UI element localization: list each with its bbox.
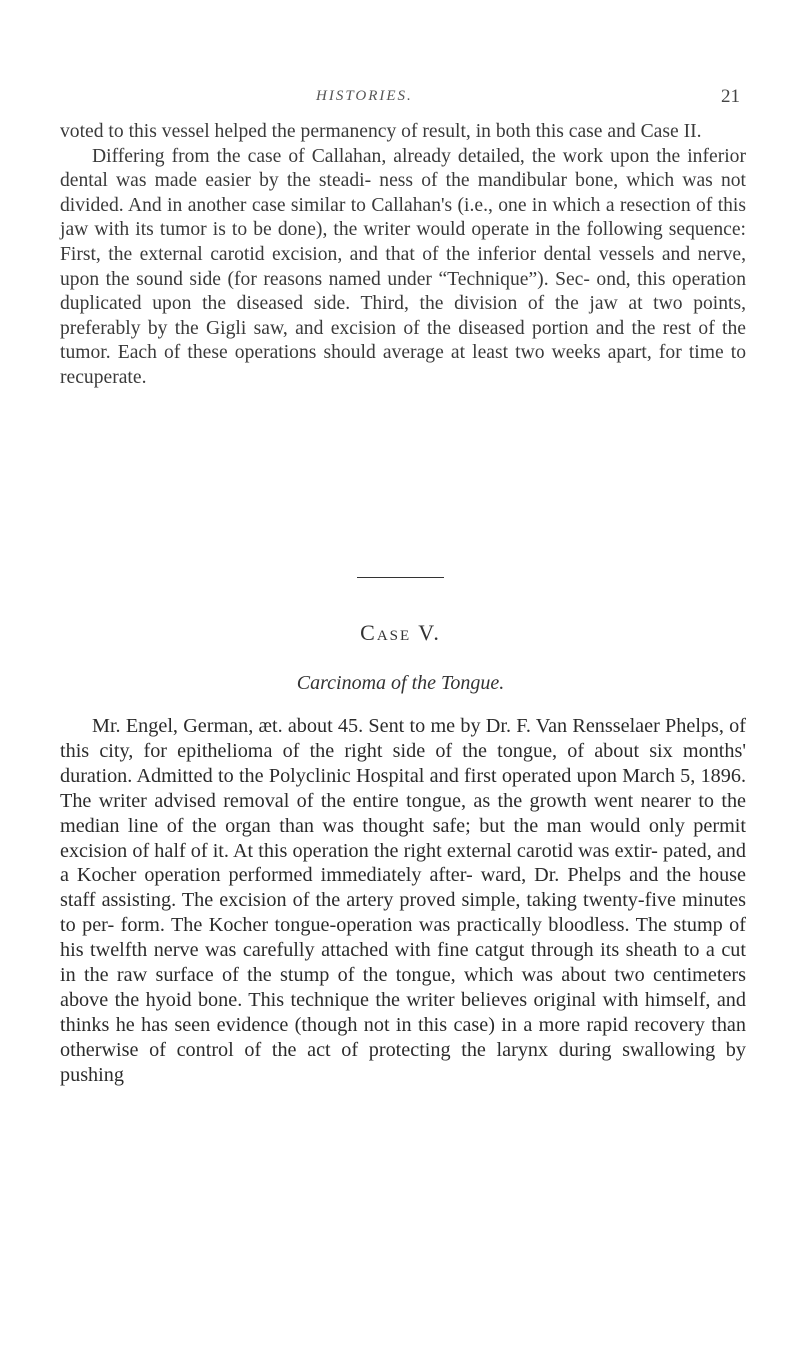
continued-paragraph: voted to this vessel helped the permanency of result, in both this case and Case II. [60, 121, 702, 142]
sequence-paragraph: Differing from the case of Callahan, already detailed, the work upon the inferior dental was made easier by the steadi- ness of the mandibular bone, which was not divided. And in another case similar to Callahan's (i.e., one in which a resection of this jaw with its tumor is to be done), the writer would operate in the following sequence: First, the external carotid excision, and that of the inferior dental vessels and nerve, upon the sound side (for reasons named under “Technique”). Sec- ond, this operation duplicated upon the diseased side. Third, the division of the jaw at two points, preferably by the Gigli saw, and excision of the diseased portion and the rest of the tumor. Each of these operations should average at least two weeks apart, for time to recuperate. [60, 145, 746, 388]
case-heading: Case V. [360, 620, 441, 645]
page-number: 21 [721, 86, 740, 107]
case-subtitle: Carcinoma of the Tongue. [296, 672, 505, 694]
case-text-block [60, 714, 746, 1088]
section-divider [357, 577, 444, 578]
case-paragraph: Mr. Engel, German, æt. about 45. Sent to me by Dr. F. Van Rensselaer Phelps, of this city, for epithelioma of the right side of the tongue, of about six months' duration. Admitted to the Polyclinic Hospital and first operated upon March 5, 1896. The writer advised removal of the entire tongue, as the growth went nearer to the median line of the organ than was thought safe; but the man would only permit excision of half of it. At this operation the right external carotid was extir- pated, and a Kocher operation performed immediately after- ward, Dr. Phelps and the house staff assisting. The excision of the artery proved simple, taking twenty-five minutes to per- form. The Kocher tongue-operation was practically bloodless. The stump of his twelfth nerve was carefully attached with fine catgut through its sheath to a cut in the raw surface of the stump of the tongue, which was about two centimeters above the hyoid bone. This technique the writer believes original with himself, and thinks he has seen evidence (though not in this case) in a more rapid recovery than otherwise of control of the act of protecting the larynx during swallowing by pushing [60, 715, 746, 1086]
continued-text-block [60, 120, 746, 391]
running-head-title: HISTORIES. [316, 88, 413, 104]
